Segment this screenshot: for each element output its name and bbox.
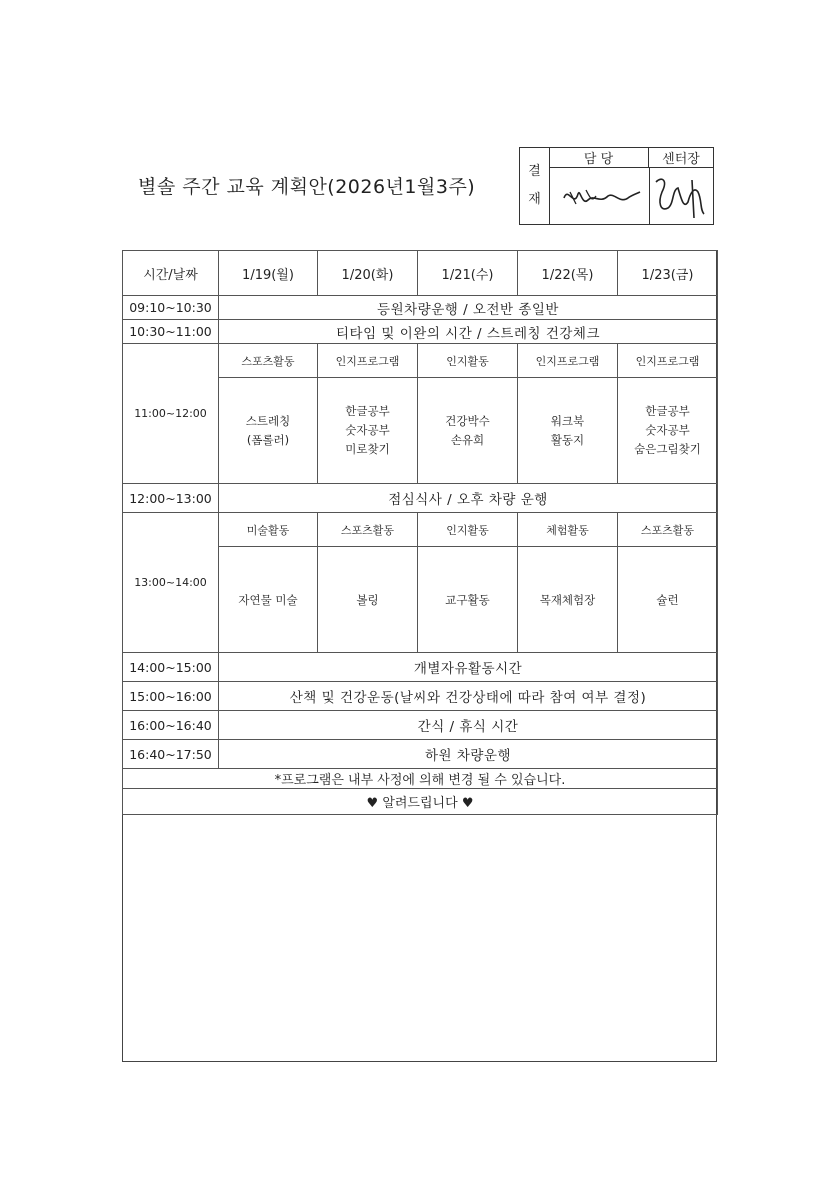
corner-cell: 시간/날짜 [123,251,219,296]
signature-manager [556,178,642,218]
category-row [123,344,718,378]
activity-cell [618,378,718,484]
activity-line: 손유희 [450,432,485,447]
schedule-table [122,250,718,815]
time-cell: 12:00~13:00 [123,484,219,513]
category-cell: 인지프로그램 [618,344,718,378]
activity-cell [219,378,318,484]
signature-director [652,172,712,222]
time-cell: 10:30~11:00 [123,320,219,344]
category-cell: 미술활동 [219,513,318,547]
activity-line: 숫자공부 [645,423,690,437]
heart-icon: ♥ [461,796,474,811]
activity-line: 스트레칭 [245,413,291,428]
time-cell: 16:40~17:50 [123,740,219,769]
activity-cell: 교구활동 [418,547,518,653]
activity-line: 한글공부 [645,404,690,418]
notice-row [123,789,718,815]
day-header: 1/21(수) [418,251,518,296]
time-cell: 16:00~16:40 [123,711,219,740]
time-cell: 11:00~12:00 [123,344,219,484]
notice-heading [123,789,718,815]
page-title: 별솔 주간 교육 계획안(2026년1월3주) [138,176,476,198]
approval-side-bottom: 재 [528,192,541,207]
table-row [123,740,718,769]
category-cell: 인지프로그램 [518,344,618,378]
category-cell: 스포츠활동 [318,513,418,547]
schedule-text: 산책 및 건강운동(날씨와 건강상태에 따라 참여 여부 결정) [219,682,718,711]
notice-label: 알려드립니다 [382,796,458,811]
category-cell: 체험활동 [518,513,618,547]
header-row [123,251,718,296]
activity-cell [418,378,518,484]
category-cell: 인지활동 [418,344,518,378]
table-row [123,320,718,344]
time-cell: 15:00~16:00 [123,682,219,711]
category-row [123,513,718,547]
time-cell: 14:00~15:00 [123,653,219,682]
table-row [123,653,718,682]
activity-cell: 자연물 미술 [219,547,318,653]
category-cell: 인지프로그램 [318,344,418,378]
day-header: 1/23(금) [618,251,718,296]
day-header: 1/20(화) [318,251,418,296]
time-cell: 13:00~14:00 [123,513,219,653]
activity-cell: 슐런 [618,547,718,653]
heart-icon: ♥ [366,796,379,811]
approval-col-director: 센터장 [649,148,713,168]
table-row [123,682,718,711]
activity-line: 숨은그림찾기 [634,442,701,456]
category-cell: 인지활동 [418,513,518,547]
schedule-text: 등원차량운행 / 오전반 종일반 [219,296,718,320]
activity-line: 활동지 [550,432,585,447]
activity-line: 한글공부 [345,404,390,418]
approval-side-label [520,148,550,224]
activity-cell: 목재체험장 [518,547,618,653]
activity-line: 숫자공부 [345,423,390,437]
time-cell: 09:10~10:30 [123,296,219,320]
table-row [123,711,718,740]
table-row [123,296,718,320]
approval-divider [649,168,650,224]
schedule-text: 티타임 및 이완의 시간 / 스트레칭 건강체크 [219,320,718,344]
day-header: 1/19(월) [219,251,318,296]
approval-box [519,147,714,225]
schedule-text: 하원 차량운행 [219,740,718,769]
category-cell: 스포츠활동 [618,513,718,547]
activity-line: 건강박수 [445,413,490,428]
schedule-text: 간식 / 휴식 시간 [219,711,718,740]
schedule-text: 개별자유활동시간 [219,653,718,682]
day-header: 1/22(목) [518,251,618,296]
category-cell: 스포츠활동 [219,344,318,378]
table-row [123,484,718,513]
activity-cell [518,378,618,484]
approval-side-top: 결 [528,164,541,179]
activity-cell: 볼링 [318,547,418,653]
change-note: *프로그램은 내부 사정에 의해 변경 될 수 있습니다. [123,769,718,789]
note-row [123,769,718,789]
schedule-text: 점심식사 / 오후 차량 운행 [219,484,718,513]
approval-col-manager: 담 당 [549,148,649,168]
activity-cell [318,378,418,484]
activity-line: (폼롤러) [246,432,290,447]
activity-line: 미로찾기 [345,442,390,456]
activity-line: 워크북 [550,413,585,428]
